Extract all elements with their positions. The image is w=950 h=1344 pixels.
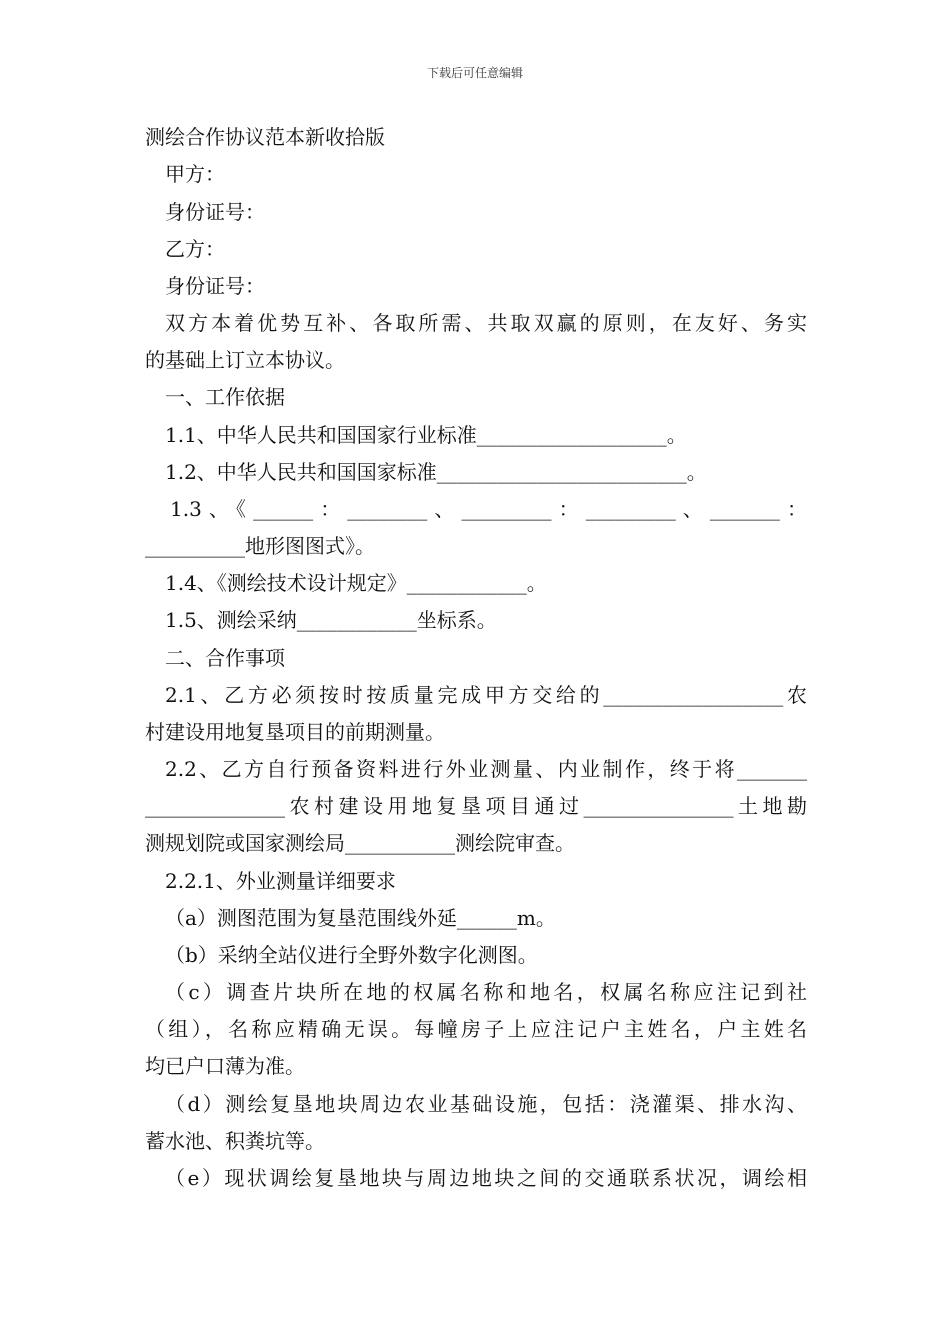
clause-line: 2.2、乙方自行预备资料进行外业测量、内业制作，终于将_______: [165, 757, 807, 781]
requirement-line: （c）调查片块所在地的权属名称和地名，权属名称应注记到社: [165, 980, 807, 1004]
page-header: 下载后可任意编辑: [426, 66, 523, 80]
party-b-line: 乙方：: [165, 237, 225, 261]
section-heading: 一、工作依据: [165, 385, 285, 409]
section-heading: 二、合作事项: [165, 646, 285, 670]
requirement-line: 均已户口薄为准。: [145, 1054, 305, 1078]
clause-line: 1.2、中华人民共和国国家标准_________________________。: [165, 460, 707, 484]
clause-line: 村建设用地复垦项目的前期测量。: [145, 720, 445, 744]
clause-line: 1.3、《______：________、_________：_________、_______：: [170, 497, 807, 521]
requirement-line: （b）采纳全站仪进行全野外数字化测图。: [165, 943, 538, 967]
clause-line: 2.1、乙方必须按时按质量完成甲方交给的__________________农: [165, 683, 807, 707]
requirement-line: （e）现状调绘复垦地块与周边地块之间的交通联系状况，调绘相: [165, 1166, 807, 1190]
intro-paragraph-line: 双方本着优势互补、各取所需、共取双赢的原则，在友好、务实: [165, 311, 807, 335]
requirement-line: （组），名称应精确无误。每幢房子上应注记户主姓名，户主姓名: [145, 1017, 807, 1041]
clause-line: 1.5、测绘采纳____________坐标系。: [165, 608, 497, 632]
subsection-heading: 2.2.1、外业测量详细要求: [165, 869, 396, 893]
document-title: 测绘合作协议范本新收拾版: [145, 125, 385, 149]
party-a-line: 甲方：: [165, 162, 225, 186]
requirement-line: 蓄水池、积粪坑等。: [145, 1129, 325, 1153]
intro-paragraph-line: 的基础上订立本协议。: [145, 348, 345, 372]
requirement-line: （a）测图范围为复垦范围线外延______m。: [165, 906, 556, 930]
requirement-line: （d）测绘复垦地块周边农业基础设施，包括：浇灌渠、排水沟、: [165, 1092, 807, 1116]
clause-line: ______________农村建设用地复垦项目通过_______________土地勘: [145, 794, 807, 818]
party-b-id-line: 身份证号：: [165, 274, 265, 298]
clause-line: 1.1、中华人民共和国国家行业标准___________________。: [165, 423, 687, 447]
clause-line: 1.4、《测绘技术设计规定》____________。: [165, 571, 547, 595]
clause-line: __________地形图图式》。: [145, 534, 375, 558]
party-a-id-line: 身份证号：: [165, 200, 265, 224]
clause-line: 测规划院或国家测绘局___________测绘院审查。: [145, 831, 575, 855]
